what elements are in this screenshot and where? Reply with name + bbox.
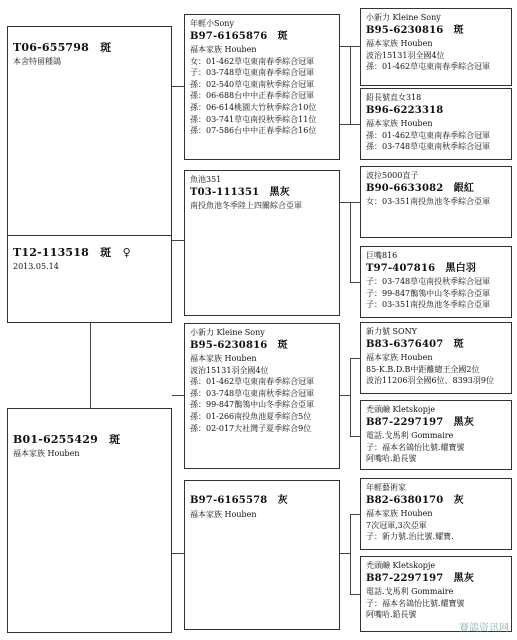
subject-reg: T12-113518 斑 ♀ (13, 246, 131, 259)
ss-line-3: 孫：02-540草屯東南秋季綜合冠軍 (190, 79, 315, 89)
connector (340, 395, 350, 396)
dd-reg: B97-6165578 灰 (190, 495, 288, 506)
connector (350, 358, 351, 436)
ds-line-2: 孫：01-462草屯東南春季綜合冠軍 (190, 377, 315, 387)
subject-card (7, 235, 172, 323)
ss-reg: B97-6165876 斑 (190, 30, 288, 42)
sire-dam-card (184, 170, 340, 316)
g3-2-reg: B90-6633082 銀紅 (366, 182, 475, 194)
ss-line-0: 福本家族 Houben (190, 45, 257, 55)
ds-line-0: 福本家族 Houben (190, 354, 257, 364)
sire-sire-card (184, 14, 340, 160)
connector (350, 358, 360, 359)
g3-7-reg: B87-2297197 黑灰 (366, 572, 475, 584)
connector (350, 46, 351, 124)
connector (172, 86, 184, 87)
ss-line-6: 孫：03-741草屯南投秋季綜合11位 (190, 114, 317, 124)
connector (350, 514, 360, 515)
g3-5-line-0: 電話.戈馬利 Gommaire (366, 431, 454, 441)
watermark: 賽鴿资讯网 (459, 623, 509, 634)
connector (350, 282, 360, 283)
gen3-card-6 (360, 478, 512, 550)
connector (340, 124, 350, 125)
connector (350, 124, 360, 125)
g3-2-name: 波拉5000直子 (366, 171, 419, 180)
g3-1-line-0: 福本家族 Houben (366, 119, 433, 129)
ss-line-1: 女：01-462草屯東南春季綜合冠軍 (190, 56, 315, 66)
connector (172, 553, 184, 554)
dam-dam-card (184, 480, 340, 630)
g3-1-line-1: 孫：01-462草屯東南春季綜合冠軍 (366, 130, 491, 140)
ds-reg: B95-6230816 斑 (190, 339, 288, 351)
g3-2-line-0: 女：03-351南投魚池冬季綜合亞軍 (366, 197, 491, 207)
g3-4-name: 新力號 SONY (366, 327, 417, 336)
g3-6-line-1: 7次冠軍,3次亞軍 (366, 520, 427, 530)
ds-line-3: 孫：03-748草屯東南秋季綜合冠軍 (190, 388, 315, 398)
g3-0-name: 小新力 Kleine Sony (366, 13, 441, 22)
ds-line-6: 孫：02-017大社灣子夏季綜合9位 (190, 423, 312, 433)
ss-line-7: 孫：07-586台中中正春季綜合16位 (190, 126, 317, 136)
ds-line-5: 孫：01-266南投魚池夏季綜合5位 (190, 412, 312, 422)
g3-5-reg: B87-2297197 黑灰 (366, 416, 475, 428)
sire-reg: T06-655798 斑 (13, 41, 112, 54)
connector (350, 202, 360, 203)
ds-line-1: 波治15131羽全國4位 (190, 365, 269, 375)
connector (350, 436, 360, 437)
sd-name: 魚池351 (190, 175, 222, 184)
g3-3-line-2: 子：03-351南投魚池冬季綜合亞軍 (366, 300, 491, 310)
g3-7-line-0: 電話.戈馬利 Gommaire (366, 587, 454, 597)
ds-line-4: 孫：99-847鶺鴒中山冬季綜合亞軍 (190, 400, 315, 410)
connector (340, 553, 350, 554)
g3-6-name: 年輕藝術家 (366, 483, 406, 492)
connector (350, 514, 351, 594)
g3-4-line-1: 85-K.B.D.B中距離總王全國2位 (366, 364, 480, 374)
g3-7-line-1: 子：福本名鴿怡比號.耀寶號 (366, 598, 465, 608)
g3-4-reg: B83-6376407 斑 (366, 338, 464, 350)
dd-line-0: 福本家族 Houben (190, 509, 257, 519)
ss-line-2: 子：03-748草屯東南春季綜合冠軍 (190, 68, 315, 78)
sire-line-0: 本舍特留種鴿 (13, 56, 61, 66)
g3-7-name: 禿頭鹼 Kletskopje (366, 561, 436, 570)
connector (340, 202, 350, 203)
g3-6-line-2: 子：新力號.治比號.耀寶. (366, 532, 454, 542)
g3-6-line-0: 福本家族 Houben (366, 509, 433, 519)
g3-5-line-2: 阿嘴哈.鉛長號 (366, 454, 417, 464)
g3-5-line-1: 子：福本名鴿怡比號.耀寶號 (366, 442, 465, 452)
g3-3-name: 巨嘴816 (366, 251, 398, 260)
g3-5-name: 禿頭鹼 Kletskopje (366, 405, 436, 414)
connector (350, 594, 360, 595)
ss-line-4: 孫：06-688台中中正春季綜合冠軍 (190, 91, 315, 101)
g3-4-line-2: 波治11206羽全國6位、8393羽9位 (366, 376, 494, 386)
dam-line-0: 福本家族 Houben (13, 448, 80, 458)
connector (350, 46, 360, 47)
g3-1-line-2: 孫：03-748草屯東南秋季綜合冠軍 (366, 142, 491, 152)
g3-6-reg: B82-6380170 灰 (366, 494, 464, 506)
g3-3-line-1: 子：99-847鶺鴒中山冬季綜合亞軍 (366, 288, 491, 298)
g3-0-line-1: 波治15131羽全國4位 (366, 50, 445, 60)
dam-card (7, 408, 172, 633)
g3-4-line-0: 福本家族 Houben (366, 353, 433, 363)
ss-line-5: 孫：06-614桃園大竹秋季綜合10位 (190, 103, 317, 113)
gen3-card-4 (360, 322, 512, 394)
dam-reg: B01-6255429 斑 (13, 433, 121, 446)
g3-0-line-2: 孫：01-462草屯東南春季綜合冠軍 (366, 62, 491, 72)
sd-reg: T03-111351 黑灰 (190, 186, 290, 198)
gen3-card-1 (360, 88, 512, 160)
dam-sire-card (184, 323, 340, 469)
g3-7-line-2: 阿嘴哈.鉛長號 (366, 610, 417, 620)
g3-0-line-0: 福本家族 Houben (366, 39, 433, 49)
g3-1-reg: B96-6223318 (366, 104, 444, 116)
connector (172, 395, 184, 396)
connector (340, 46, 350, 47)
connector (172, 240, 184, 241)
g3-3-line-0: 子：03-748草屯南投秋季綜合冠軍 (366, 277, 491, 287)
subject-line-0: 2013.05.14 (13, 261, 59, 271)
connector (90, 323, 91, 408)
sire-card (7, 26, 172, 236)
g3-3-reg: T97-407816 黑白羽 (366, 262, 477, 274)
g3-1-name: 鉛長號直女318 (366, 93, 422, 102)
gen3-card-3 (360, 246, 512, 318)
connector (350, 202, 351, 282)
ds-name: 小新力 Kleine Sony (190, 328, 265, 337)
gen3-card-2 (360, 166, 512, 238)
gen3-card-0 (360, 8, 512, 86)
g3-0-reg: B95-6230816 斑 (366, 24, 464, 36)
sd-line-0: 南投魚池冬季陸上四關綜合亞軍 (190, 201, 302, 211)
gen3-card-5 (360, 400, 512, 470)
ss-name: 年輕小Sony (190, 19, 234, 28)
